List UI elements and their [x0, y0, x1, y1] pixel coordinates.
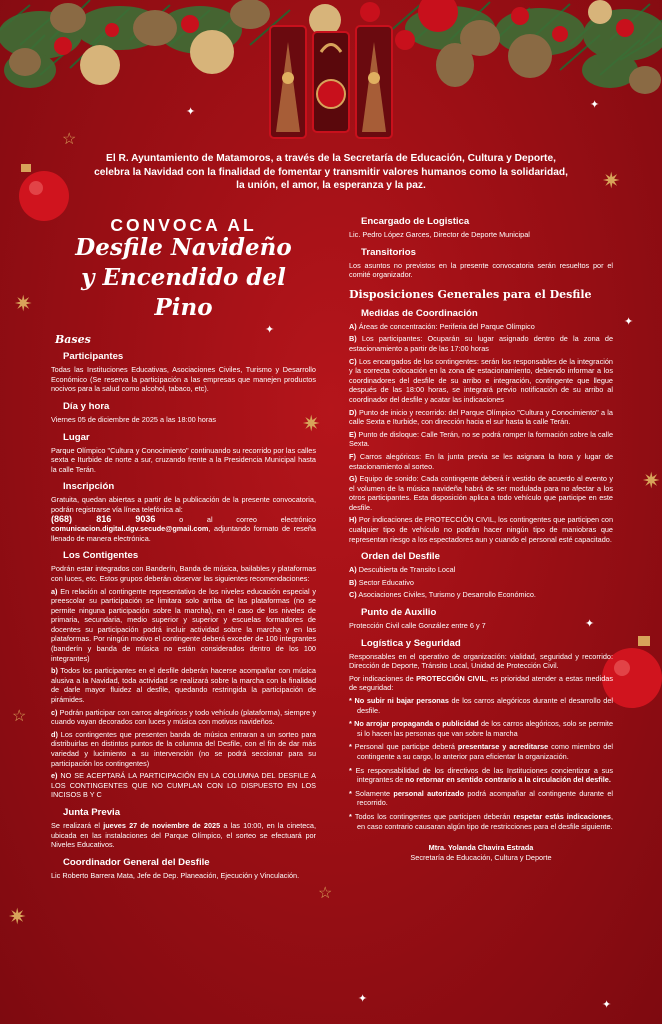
right-column [349, 209, 613, 862]
star-icon: ☆ [318, 885, 333, 902]
paragraph: Lic Roberto Barrera Mata, Jefe de Dep. Planeación, Ejecución y Vinculación. [51, 870, 300, 880]
paragraph: Lic. Pedro López Garces, Director de Deporte Municipal [349, 230, 530, 239]
text: a las 10:00, en la cineteca, ubicada en las instalaciones del Parque Olímpico, el sorteo se efectuará por Niveles Educativos. [51, 820, 317, 850]
bullet-item [349, 789, 613, 808]
list-item [349, 565, 613, 575]
item-label: B) [349, 334, 357, 344]
logo-emblem [266, 22, 396, 140]
paragraph: Responsables en el operativo de organización: vialidad, seguridad y recorrido: Dirección de Deporte, Tránsito Local, Unidad de Protección Civil. [349, 651, 613, 671]
phone-number: (868) 816 9036 [51, 513, 156, 524]
left-column [51, 215, 317, 883]
paragraph: Parque Olímpico "Cultura y Conocimiento" continuando su recorrido por las calles sexta e Iturbide de norte a sur, cruzando frente a la Presidencia Municipal hasta la calle Terán. [51, 445, 316, 474]
item-text: Los encargados de los contingentes: serán los responsables de la integración y la correcta colocación en la zona de estacionamiento, debiendo informar a los coordinadores del desfile de su arribo e integración, contingente que llegue después de las 18:00 horas, se integrará previo notificación de su arribo al coordinador del desfile y acatar las indicaciones [349, 356, 613, 404]
list-item [349, 578, 613, 588]
bullet-text: Todos los contingentes que participen deberán [354, 811, 514, 821]
ornament-ball-icon [12, 162, 74, 224]
text: Por indicaciones de [349, 673, 417, 683]
item-label: A) [349, 321, 357, 331]
bullet-text: , en caso contrario causaran algún tipo de restricciones para el desfile siguiente. [357, 811, 613, 831]
bullet-text: Es responsabilidad de los directivos de las Instituciones concientizar a sus integrantes de [355, 765, 613, 785]
star-icon: ☆ [62, 131, 77, 148]
section-heading: Inscripción [63, 481, 115, 493]
bullet-marker: * [349, 742, 355, 752]
item-label: D) [349, 407, 357, 417]
text: Se realizará el [51, 820, 104, 830]
list-item [51, 730, 316, 768]
item-text: Los contingentes que presenten banda de música entraran a un sorteo para distribuirlas en distintos puntos de la columna del Desfile, con el fin de dar más variedad y lucimiento a su intervención (no se podrá seccionar para su participación los contingentes) [51, 729, 316, 768]
bullet-bold-text: no retornar en sentido contrario a la circulación del desfile. [405, 775, 611, 785]
star-icon: ✦ [624, 316, 634, 328]
paragraph: Los asuntos no previstos en la presente convocatoria serán resueltos por el comité organizador. [349, 260, 613, 280]
bullet-item [349, 719, 613, 738]
intro-text: El R. Ayuntamiento de Matamoros, a través de la Secretaría de Educación, Cultura y Deporte, celebra la Navidad con la finalidad de fomentar y transmitir valores humanos como la solidaridad, la unión, el amor, la esperanza y la paz. [94, 153, 568, 191]
bullet-bold-text: personal autorizado [393, 788, 465, 798]
item-label: B) [349, 577, 357, 587]
item-text: Carros alegóricos: En la junta previa se les asignara la hora y lugar de estacionamiento al sorteo. [349, 451, 614, 471]
item-text: NO SE ACEPTARÁ LA PARTICIPACIÓN EN LA COLUMNA DEL DESFILE A LOS CONTINGENTES QUE NO CUMPLAN CON LO DISPUESTO EN LOS INCISOS B Y C [51, 771, 317, 800]
item-label: H) [349, 515, 357, 525]
bullet-item [349, 742, 613, 761]
item-text: Sector Educativo [358, 577, 414, 587]
bullet-item [349, 812, 613, 831]
text-bold: PROTECCIÓN CIVIL [416, 673, 486, 683]
convoca-heading: CONVOCA AL [110, 215, 257, 235]
bases-heading: Bases [55, 332, 91, 346]
text: , es prioridad atender a estas medidas de seguridad: [349, 673, 613, 693]
item-text: Punto de disloque: Calle Terán, no se podrá romper la formación sobre la calle Sexta. [349, 429, 613, 449]
disposiciones-heading: Disposiciones Generales para el Desfile [349, 287, 592, 301]
title-line-1: Desfile Navideño [75, 233, 292, 261]
star-icon: ✦ [358, 993, 368, 1005]
paragraph: Viernes 05 de diciembre de 2025 a las 18:00 horas [51, 414, 216, 424]
section-heading: Lugar [63, 431, 90, 443]
star-icon: ✦ [585, 618, 595, 630]
bullet-marker: * [349, 696, 355, 705]
star-icon: ✷ [8, 904, 27, 929]
list-item [51, 666, 316, 704]
section-heading: Punto de Auxilio [361, 607, 437, 619]
item-text: Todos los participantes en el desfile deberán hacerse acompañar con música alusiva a la Navidad, toda actividad se realizará sobre la marcha con la finalidad de darle mayor fluidez al desfile, quedando restringida la participación de pirámides. [51, 666, 316, 705]
signer-role: Secretaría de Educación, Cultura y Deporte [410, 852, 552, 862]
bullet-marker: * [349, 811, 355, 821]
item-label: d) [51, 729, 58, 739]
bullet-item [349, 696, 613, 715]
signer-name: Mtra. Yolanda Chavira Estrada [428, 843, 534, 853]
item-label: E) [349, 429, 357, 439]
section-heading: Encargado de Logistica [361, 216, 470, 227]
star-icon: ✦ [186, 106, 196, 118]
bullet-item [349, 766, 613, 785]
star-icon: ✷ [302, 411, 321, 436]
bullet-text: Solamente [355, 788, 394, 798]
list-item [349, 357, 613, 405]
item-text: Podrán participar con carros alegóricos y todo vehículo (plataforma), siempre y cuando vayan decorados con luces y música con motivos navideños. [51, 707, 316, 727]
star-icon: ✷ [14, 291, 33, 316]
title-line-2: y Encendido del Pino [81, 263, 286, 321]
item-label: a) [51, 586, 58, 596]
bullet-bold-text: presentarse y acreditarse [457, 742, 549, 752]
paragraph: Podrán estar integrados con Banderín, Banda de música, bailables y plataformas con luces, etc. Estos grupos deberán observar las siguientes recomendaciones: [51, 564, 316, 583]
paragraph: Protección Civil calle González entre 6 y 7 [349, 621, 486, 631]
bullet-bold-text: No subir ni bajar personas [354, 696, 449, 705]
bullet-marker: * [349, 719, 355, 729]
item-label: e) [51, 771, 58, 781]
item-text: Áreas de concentración: Periferia del Parque Olímpico [358, 321, 535, 331]
item-label: c) [51, 707, 58, 717]
bullets-list [349, 696, 613, 831]
star-icon: ✷ [602, 168, 621, 193]
item-text: Asociaciones Civiles, Turismo y Desarrollo Económico. [358, 590, 536, 600]
paragraph [51, 495, 316, 543]
list-item [349, 430, 613, 449]
section-heading: Día y hora [63, 400, 110, 412]
item-text: Descubierta de Transito Local [358, 565, 456, 575]
bullet-bold-text: No arrojar propaganda o publicidad [354, 719, 479, 729]
paragraph [51, 821, 316, 850]
list-item [51, 708, 316, 727]
bullet-text: de los carros alegóricos durante el desarrollo del desfile. [357, 696, 613, 715]
paragraph [349, 674, 613, 693]
list-item [349, 322, 613, 332]
item-label: F) [349, 451, 356, 461]
medidas-list [349, 322, 613, 544]
section-heading: Coordinador General del Desfile [63, 856, 210, 868]
section-heading: Los Contigentes [63, 550, 139, 562]
item-text: Punto de inicio y recorrido: del Parque Olímpico "Cultura y Conocimiento" a la calle Sexta e Iturbide, con dirección hacia el sur hasta la calle Terán. [349, 407, 613, 427]
star-icon: ✷ [642, 468, 661, 493]
item-label: G) [349, 474, 358, 484]
list-item [349, 590, 613, 600]
orden-list [349, 565, 613, 600]
item-text: Por indicaciones de PROTECCIÓN CIVIL, los contingentes que participen con cualquier tipo de vehículo no podrán hacer ningún tipo de maniobras que representan riesgo a los espectadores aun y cuando el personal esté capacitado. [349, 515, 613, 544]
list-item [349, 515, 613, 544]
bullet-text: podrá acompañar al contingente durante el recorrido. [357, 788, 613, 808]
section-heading: Transitorios [361, 246, 416, 258]
bullet-marker: * [349, 788, 356, 798]
list-item [51, 771, 316, 800]
bullet-text: de los carros alegóricos, solo se permite si lo hacen las personas que van sobre la marcha [357, 719, 613, 738]
item-label: b) [51, 666, 58, 676]
bullet-text: como miembro del contingente a su cargo, lo anterior para eficientar la organización. [357, 742, 613, 761]
bullet-bold-text: respetar estás indicaciones [513, 811, 611, 821]
star-icon: ✦ [590, 99, 600, 111]
bullet-marker: * [349, 765, 356, 775]
star-icon: ✦ [265, 324, 275, 336]
section-heading: Junta Previa [63, 806, 121, 818]
meeting-date: jueves 27 de noviembre de 2025 [103, 820, 221, 830]
list-item [349, 452, 613, 471]
item-label: C) [349, 356, 357, 366]
section-heading: Orden del Desfile [361, 551, 440, 563]
item-text: En relación al contingente representativo de los niveles educación especial y preescolar su participación se limitara solo arriba de las plataformas (no se permite ninguna participación sobre la marcha), en el caso de los niveles de primaria, secundaria, medio superior y superior y escuelas formadores de docentes su participación podrá incluir actividad sobre la marcha y en las plataformas. Por ningún motivo el contingente deberá exceder de 100 integrantes (banderín y banda de música no están considerados dentro de los 100 integrantes) [51, 586, 317, 663]
star-icon: ☆ [12, 708, 27, 725]
list-item [349, 474, 613, 512]
bullet-text: Personal que participe deberá [354, 742, 458, 752]
list-item [51, 587, 316, 664]
list-item [349, 334, 613, 353]
section-heading: Logística y Seguridad [361, 637, 461, 649]
item-label: C) [349, 590, 357, 600]
paragraph: Todas las Instituciones Educativas, Asociaciones Civiles, Turismo y Desarrollo Económico (Se reserva la participación a las empresas que manejen productos nocivos para la salud como alcohol, tabaco, etc). [51, 365, 316, 394]
star-icon: ✦ [602, 999, 612, 1011]
list-item [349, 408, 613, 427]
item-label: A) [349, 565, 357, 575]
text: o al correo electrónico [155, 514, 316, 524]
item-text: Equipo de sonido: Cada contingente deberá ir vestido de acuerdo al evento y el volumen de la música navideña habrá de ser modulada para no afectar a los otros participantes. Esta disposición aplica a todo vehículo que participe en este desfile. [349, 474, 614, 512]
signature-block [349, 843, 613, 862]
text: , adjuntando formato de reseña llenado de manera electrónica. [51, 524, 316, 543]
section-heading: Participantes [63, 351, 124, 363]
item-text: Los participantes: Ocuparán su lugar asignado dentro de la zona de estacionamiento a partir de las 17:00 horas [349, 334, 613, 353]
text: Gratuita, quedan abiertas a partir de la publicación de la presente convocatoria, podrán registrarse vía línea telefónica al: [51, 495, 316, 514]
email-link[interactable]: comunicacion.digital.dgv.secude@gmail.com [51, 524, 209, 534]
section-heading: Medidas de Coordinación [361, 307, 478, 319]
